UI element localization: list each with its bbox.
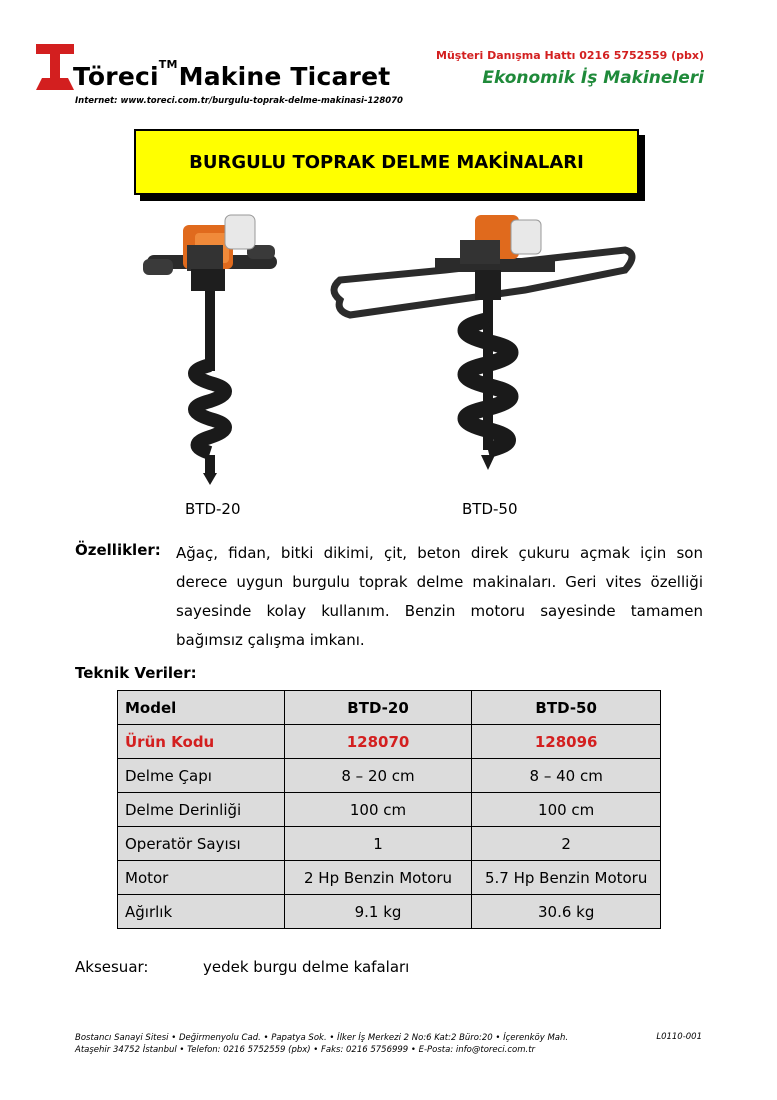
- page-title: BURGULU TOPRAK DELME MAKİNALARI: [134, 129, 639, 195]
- tagline: Ekonomik İş Makineleri: [482, 68, 704, 88]
- spec-cell: 2 Hp Benzin Motoru: [284, 861, 472, 895]
- customer-hotline: Müşteri Danışma Hattı 0216 5752559 (pbx): [436, 49, 704, 62]
- spec-cell: 9.1 kg: [284, 895, 472, 929]
- spec-row: [118, 793, 661, 827]
- spec-cell: 100 cm: [472, 793, 661, 827]
- brand-name: [73, 58, 391, 91]
- spec-cell: 128096: [472, 725, 661, 759]
- spec-header-row: [118, 691, 661, 725]
- brand-rest: Makine Ticaret: [178, 62, 391, 91]
- spec-cell: Delme Derinliği: [118, 793, 285, 827]
- spec-cell: 100 cm: [284, 793, 472, 827]
- features-text: Ağaç, fidan, bitki dikimi, çit, beton direk çukuru açmak için son derece uygun burgulu toprak delme makinaları. Geri vites özelliği sayesinde kolay kullanım. Benzin motoru sayesinde tamamen bağımsız çalışma imkanı.: [176, 544, 703, 649]
- spec-cell: Delme Çapı: [118, 759, 285, 793]
- spec-table: [117, 690, 661, 929]
- spec-row: [118, 895, 661, 929]
- spec-cell: 8 – 20 cm: [284, 759, 472, 793]
- internet-url: Internet: www.toreci.com.tr/burgulu-toprak-delme-makinasi-128070: [75, 96, 403, 106]
- spec-cell: 128070: [284, 725, 472, 759]
- footer-line-1: Bostancı Sanayi Sitesi • Değirmenyolu Cad. • Papatya Sok. • İlker İş Merkezi 2 No:6 Kat:2 Büro:20 • İçerenköy Mah.: [75, 1033, 569, 1043]
- btd-50-product-image: [325, 200, 645, 485]
- spec-cell: Ürün Kodu: [118, 725, 285, 759]
- trademark: TM: [158, 58, 178, 71]
- accessory-label: Aksesuar:: [75, 958, 149, 976]
- spec-cell: 5.7 Hp Benzin Motoru: [472, 861, 661, 895]
- spec-header-cell: Model: [118, 691, 285, 725]
- spec-cell: Ağırlık: [118, 895, 285, 929]
- logo-icon: [36, 44, 74, 90]
- accessory-value: yedek burgu delme kafaları: [203, 958, 410, 976]
- tech-specs-label: Teknik Veriler:: [75, 664, 197, 682]
- document-code: L0110-001: [656, 1032, 702, 1042]
- spec-row: [118, 827, 661, 861]
- spec-cell: 30.6 kg: [472, 895, 661, 929]
- spec-header-cell: BTD-20: [284, 691, 472, 725]
- spec-row: [118, 759, 661, 793]
- spec-cell: 8 – 40 cm: [472, 759, 661, 793]
- product-code-row: [118, 725, 661, 759]
- btd-20-caption: BTD-20: [185, 500, 241, 518]
- brand-first: Töreci: [73, 62, 159, 91]
- footer-line-2: Ataşehir 34752 İstanbul • Telefon: 0216 5752559 (pbx) • Faks: 0216 5756999 • E-Posta: info@toreci.com.tr: [75, 1045, 536, 1055]
- spec-cell: Operatör Sayısı: [118, 827, 285, 861]
- spec-cell: 2: [472, 827, 661, 861]
- btd-50-caption: BTD-50: [462, 500, 518, 518]
- features-label: Özellikler:: [75, 541, 161, 559]
- spec-header-cell: BTD-50: [472, 691, 661, 725]
- footer-address: [75, 1032, 568, 1056]
- spec-row: [118, 861, 661, 895]
- btd-20-product-image: [135, 205, 285, 485]
- spec-cell: 1: [284, 827, 472, 861]
- spec-cell: Motor: [118, 861, 285, 895]
